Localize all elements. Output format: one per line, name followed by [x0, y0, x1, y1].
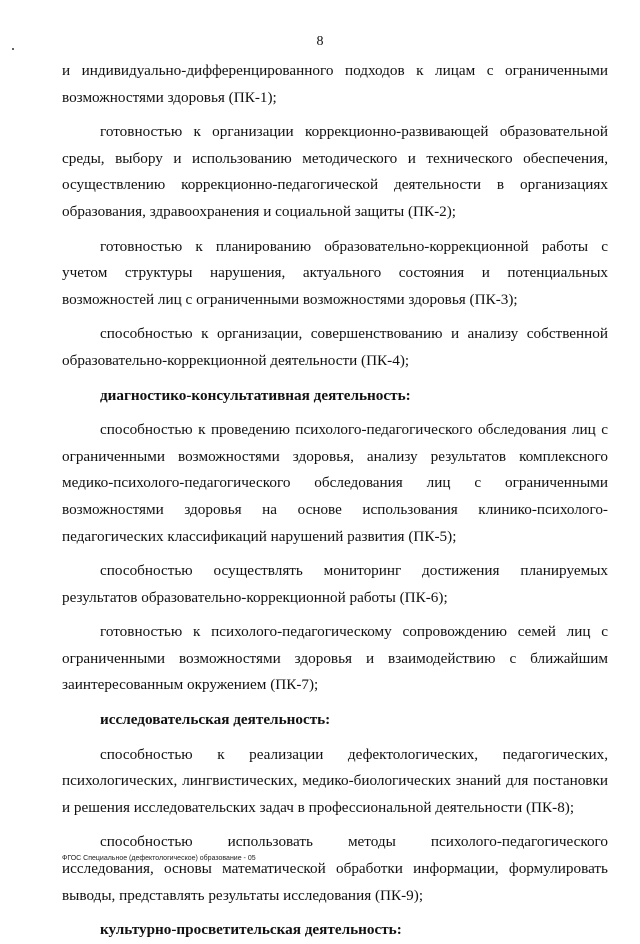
paragraph-continuation: и индивидуально-дифференцированного подходов к лицам с ограниченными возможностями здоровья (ПК-1); [62, 62, 608, 106]
page-number: 8 [316, 34, 324, 49]
section-heading: исследовательская деятельность: [100, 711, 331, 729]
section-heading: диагностико-консультативная деятельность: [100, 386, 411, 404]
competence-item: способностью к реализации дефектологических, педагогических, психологических, лингвистических, медико-биологических знаний для постановки и решения исследовательских задач в профессиональной деятельности (ПК-8); [62, 745, 608, 816]
document-body [62, 58, 608, 944]
section-heading: культурно-просветительская деятельность: [100, 921, 402, 939]
page-footer: ФГОС Специальное (дефектологическое) образование - 05 [62, 855, 256, 862]
competence-item: способностью осуществлять мониторинг достижения планируемых результатов образовательно-коррекционной работы (ПК-6); [62, 562, 608, 606]
competence-item: способностью использовать методы психолого-педагогического исследования, основы математической обработки информации, формулировать выводы, представлять результаты исследования (ПК-9); [62, 833, 608, 904]
competence-item: готовностью к психолого-педагогическому сопровождению семей лиц с ограниченными возможностями здоровья и взаимодействию с ближайшим заинтересованным окружением (ПК-7); [62, 623, 608, 694]
competence-item: способностью к проведению психолого-педагогического обследования лиц с ограниченными возможностями здоровья, анализу результатов комплексного медико-психолого-педагогического обследования лиц с ограниченными возможностями здоровья на основе использования клинико-психолого-педагогических классификаций нарушений развития (ПК-5); [62, 421, 608, 545]
competence-item: готовностью к организации коррекционно-развивающей образовательной среды, выбору и использованию методического и технического обеспечения, осуществлению коррекционно-педагогической деятельности в организациях образования, здравоохранения и социальной защиты (ПК-2); [62, 123, 608, 220]
competence-item: способностью к организации, совершенствованию и анализу собственной образовательно-коррекционной деятельности (ПК-4); [62, 325, 608, 369]
competence-item: готовностью к планированию образовательно-коррекционной работы с учетом структуры нарушения, актуального состояния и потенциальных возможностей лиц с ограниченными возможностями здоровья (ПК-3); [62, 237, 608, 308]
